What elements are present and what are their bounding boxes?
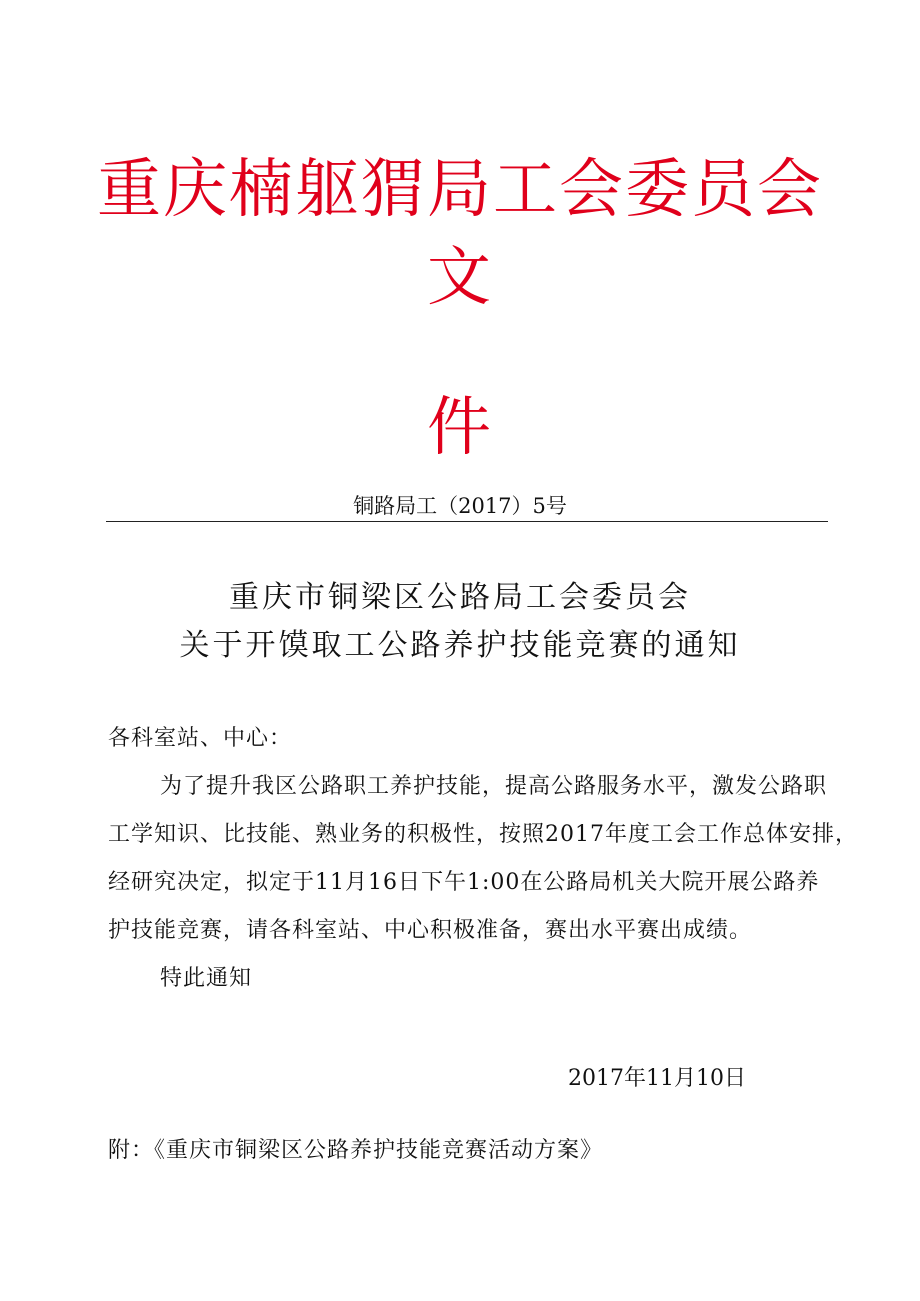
header-title-line1: 重庆楠躯猬局工会委员会 (97, 153, 823, 227)
body-line-1: 为了提升我区公路职工养护技能，提高公路服务水平，激发公路职 (160, 774, 828, 799)
body-line-3: 经研究决定，拟定于11月16日下午1:00在公路局机关大院开展公路养 (108, 870, 820, 895)
closing-remark: 特此通知 (160, 966, 253, 991)
issue-date: 2017年11月10日 (568, 1066, 746, 1091)
salutation: 各科室站、中心： (108, 726, 293, 751)
body-line-4: 护技能竞赛，请各科室站、中心积极准备，赛出水平赛出成绩。 (108, 918, 753, 943)
subject-line2: 关于开馍取工公路养护技能竞赛的通知 (179, 628, 741, 663)
header-title-line2: 文 (427, 241, 493, 315)
attachment-note: 附：《重庆市铜梁区公路养护技能竞赛活动方案》 (108, 1138, 604, 1163)
body-line-2: 工学知识、比技能、熟业务的积极性，按照2017年度工会工作总体安排， (108, 822, 858, 847)
subject-line1: 重庆市铜梁区公路局工会委员会 (229, 580, 691, 615)
header-divider (106, 521, 828, 522)
document-number: 铜路局工（2017）5号 (353, 494, 567, 518)
header-title-line3: 件 (427, 391, 493, 465)
